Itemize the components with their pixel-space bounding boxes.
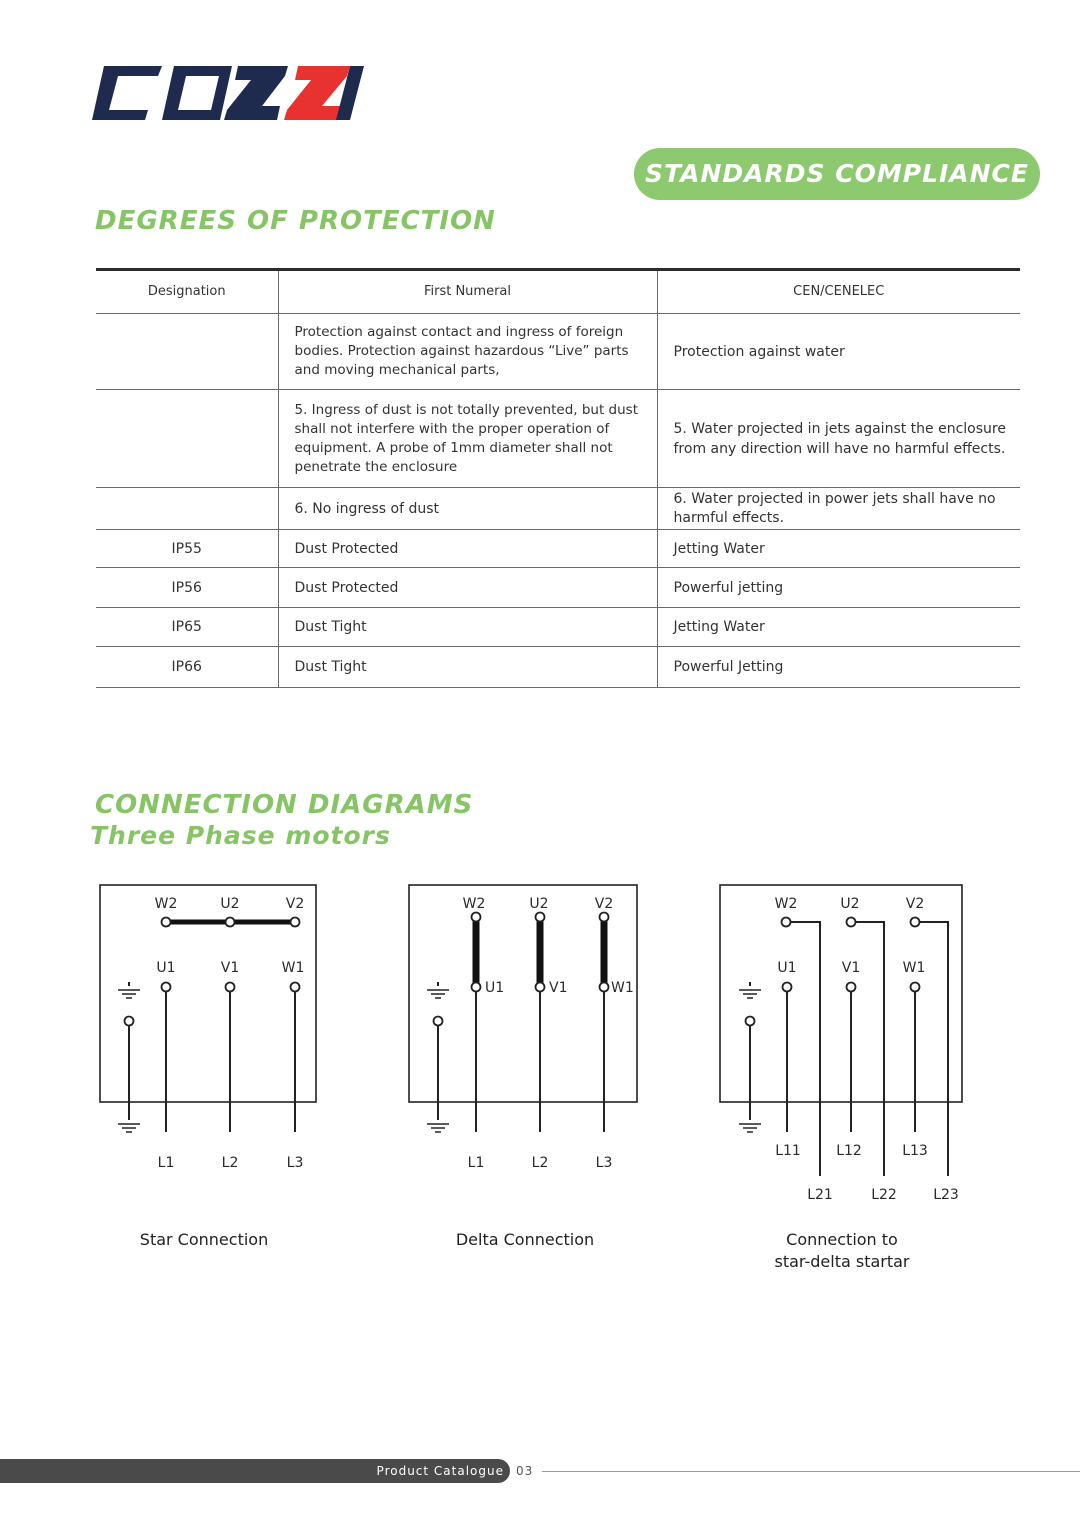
cell-cen: Powerful Jetting: [657, 647, 1020, 688]
cell-first-numeral: 5. Ingress of dust is not totally prevented, but dust shall not interfere with the proper operation of equipment. A probe of 1mm diameter shall not penetrate the enclosure: [278, 390, 657, 488]
terminal-u1-label: U1: [485, 980, 505, 996]
caption-line: star-delta startar: [774, 1252, 910, 1271]
three-phase-subtitle: Three Phase motors: [90, 821, 391, 850]
terminal-v1-label: V1: [549, 980, 568, 996]
protection-table: [96, 268, 1020, 688]
footer-label: Product Catalogue: [376, 1464, 504, 1478]
cell-first-numeral: Dust Tight: [278, 647, 657, 688]
line-l1-label: L1: [157, 1155, 175, 1171]
cell-designation: IP56: [96, 568, 278, 608]
line-l3-label: L3: [286, 1155, 304, 1171]
cell-first-numeral: Protection against contact and ingress of foreign bodies. Protection against hazardous “Live” parts and moving mechanical parts,: [278, 314, 657, 390]
line-l2-label: L2: [221, 1155, 239, 1171]
cell-designation: IP66: [96, 647, 278, 688]
line-l22-label: L22: [871, 1187, 897, 1203]
terminal-w2-label: W2: [774, 896, 798, 912]
star-delta-starter-caption: [742, 1229, 942, 1273]
caption-line: Connection to: [786, 1230, 898, 1249]
table-row: [96, 488, 1020, 530]
header-first-numeral: First Numeral: [278, 270, 657, 314]
terminal-w1-label: W1: [902, 960, 926, 976]
footer-bar: [0, 1459, 510, 1483]
line-l13-label: L13: [902, 1143, 928, 1159]
footer-divider: [542, 1471, 1080, 1472]
terminal-v2-label: V2: [594, 896, 614, 912]
line-l23-label: L23: [933, 1187, 959, 1203]
terminal-v1-label: V1: [220, 960, 240, 976]
cell-designation: IP65: [96, 608, 278, 647]
line-l21-label: L21: [807, 1187, 833, 1203]
line-l2-label: L2: [531, 1155, 549, 1171]
page-number: 03: [516, 1464, 534, 1478]
star-delta-starter-diagram: [739, 896, 959, 1203]
terminal-w2-label: W2: [462, 896, 486, 912]
star-connection-caption: Star Connection: [139, 1230, 269, 1249]
table-row: [96, 608, 1020, 647]
standards-compliance-badge: STANDARDS COMPLIANCE: [634, 148, 1040, 200]
terminal-v1-label: V1: [841, 960, 861, 976]
cell-first-numeral: Dust Protected: [278, 568, 657, 608]
cell-cen: Jetting Water: [657, 530, 1020, 568]
table-row: [96, 647, 1020, 688]
cell-first-numeral: 6. No ingress of dust: [278, 488, 657, 530]
terminal-u2-label: U2: [220, 896, 240, 912]
cell-cen: 5. Water projected in jets against the enclosure from any direction will have no harmful effects.: [657, 390, 1020, 488]
cozzi-logo: [88, 60, 368, 126]
cell-first-numeral: Dust Tight: [278, 608, 657, 647]
terminal-v2-label: V2: [285, 896, 305, 912]
line-l12-label: L12: [836, 1143, 862, 1159]
terminal-u1-label: U1: [777, 960, 797, 976]
terminal-w1-label: W1: [611, 980, 634, 996]
terminal-u1-label: U1: [156, 960, 176, 976]
cell-designation: IP55: [96, 530, 278, 568]
degrees-of-protection-title: DEGREES OF PROTECTION: [95, 206, 496, 236]
cell-designation: [96, 390, 278, 488]
connection-diagrams: [0, 870, 1080, 1210]
line-l1-label: L1: [467, 1155, 485, 1171]
cell-cen: Jetting Water: [657, 608, 1020, 647]
terminal-v2-label: V2: [905, 896, 925, 912]
terminal-u2-label: U2: [840, 896, 860, 912]
table-row: [96, 530, 1020, 568]
terminal-w2-label: W2: [154, 896, 178, 912]
cell-first-numeral: Dust Protected: [278, 530, 657, 568]
table-row: [96, 390, 1020, 488]
cell-designation: [96, 488, 278, 530]
table-row: [96, 314, 1020, 390]
terminal-u2-label: U2: [529, 896, 549, 912]
cell-cen: 6. Water projected in power jets shall have no harmful effects.: [657, 488, 1020, 530]
table-row: [96, 568, 1020, 608]
delta-connection-caption: Delta Connection: [455, 1230, 595, 1249]
line-l11-label: L11: [775, 1143, 801, 1159]
header-designation: Designation: [96, 270, 278, 314]
table-header-row: [96, 270, 1020, 314]
star-connection-diagram: [118, 896, 304, 1171]
cell-designation: [96, 314, 278, 390]
connection-diagrams-title: CONNECTION DIAGRAMS: [95, 790, 474, 820]
terminal-w1-label: W1: [281, 960, 305, 976]
line-l3-label: L3: [595, 1155, 613, 1171]
cell-cen: Protection against water: [657, 314, 1020, 390]
cell-cen: Powerful jetting: [657, 568, 1020, 608]
header-cen-cenelec: CEN/CENELEC: [657, 270, 1020, 314]
delta-connection-diagram: [427, 896, 634, 1171]
